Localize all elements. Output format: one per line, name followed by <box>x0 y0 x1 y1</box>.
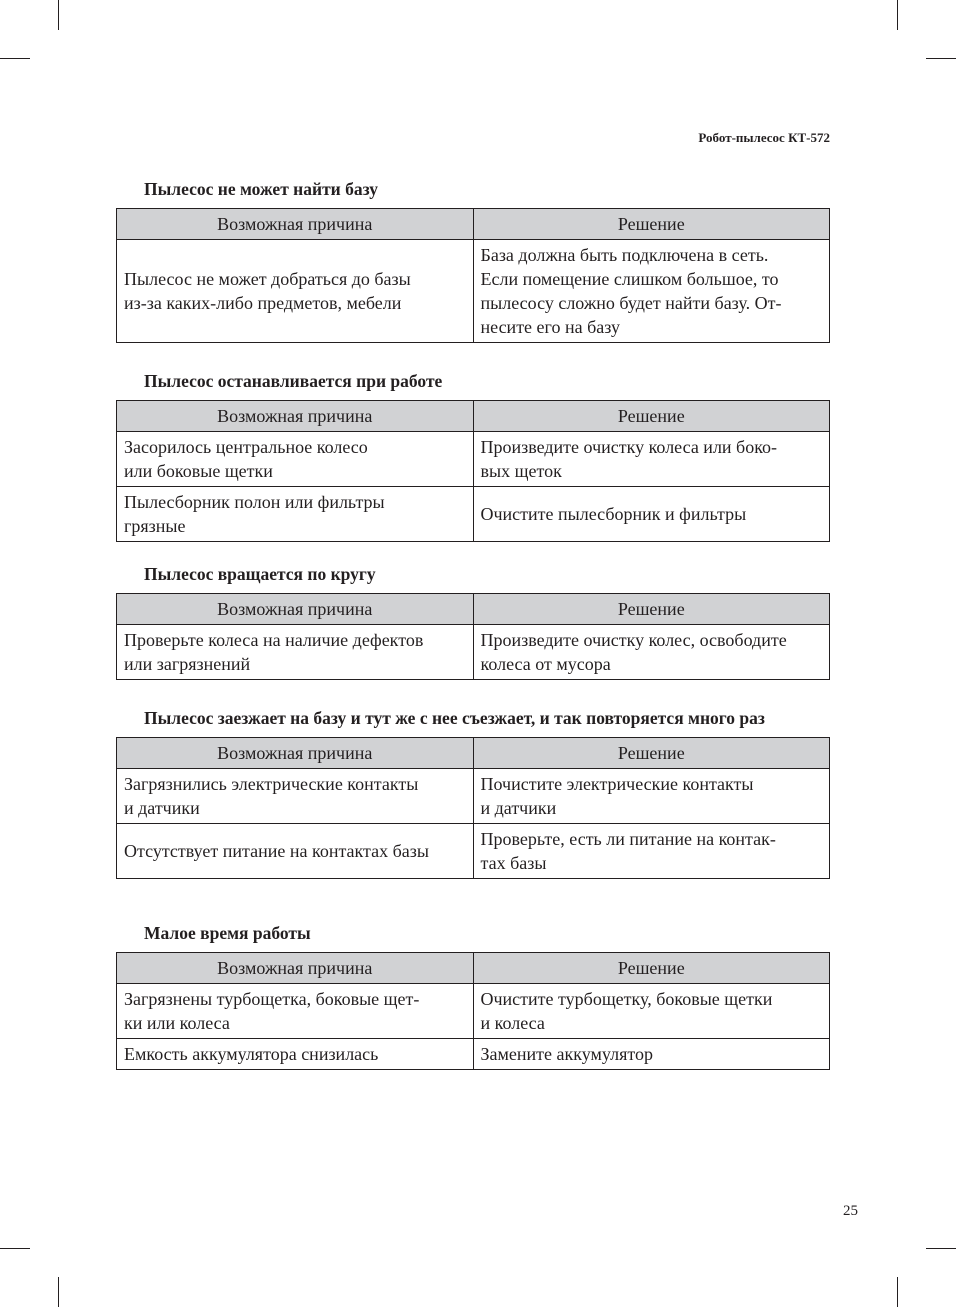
table-row <box>117 487 830 542</box>
troubleshooting-section <box>116 562 830 680</box>
crop-mark <box>897 0 898 30</box>
section-heading: Малое время работы <box>144 923 311 943</box>
troubleshooting-section <box>116 706 830 879</box>
troubleshooting-table <box>116 400 830 542</box>
column-header-cause: Возможная причина <box>117 401 474 432</box>
cause-text-line: и датчики <box>124 798 200 818</box>
solution-text-line: пылесосу сложно будет найти базу. От- <box>480 293 782 313</box>
troubleshooting-table <box>116 737 830 879</box>
crop-mark <box>926 1248 956 1249</box>
column-header-solution: Решение <box>473 738 830 769</box>
cause-text-line: Пылесборник полон или фильтры <box>124 492 385 512</box>
solution-text-line: Если помещение слишком большое, то <box>480 269 779 289</box>
solution-cell <box>473 824 830 879</box>
cause-text-line: Проверьте колеса на наличие дефектов <box>124 630 424 650</box>
solution-text-line: вых щеток <box>480 461 562 481</box>
crop-mark <box>926 58 956 59</box>
solution-cell <box>473 984 830 1039</box>
table-header-row <box>117 401 830 432</box>
table-header-row <box>117 953 830 984</box>
column-header-cause: Возможная причина <box>117 594 474 625</box>
solution-cell <box>473 432 830 487</box>
troubleshooting-section <box>116 177 830 343</box>
cause-text-line: ки или колеса <box>124 1013 230 1033</box>
table-header-row <box>117 738 830 769</box>
cause-text-line: Емкость аккумулятора снизилась <box>124 1044 379 1064</box>
running-header: Робот-пылесос КТ-572 <box>698 130 830 145</box>
table-row <box>117 824 830 879</box>
section-heading: Пылесос останавливается при работе <box>144 371 443 391</box>
crop-mark <box>58 0 59 30</box>
cause-cell <box>117 432 474 487</box>
solution-text-line: Почистите электрические контакты <box>480 774 754 794</box>
column-header-solution: Решение <box>473 401 830 432</box>
cause-cell <box>117 824 474 879</box>
column-header-solution: Решение <box>473 594 830 625</box>
page-number: 25 <box>843 1203 858 1219</box>
troubleshooting-section <box>116 369 830 542</box>
table-header-row <box>117 209 830 240</box>
cause-text-line: Засорилось центральное колесо <box>124 437 368 457</box>
solution-text-line: Произведите очистку колес, освободите <box>480 630 787 650</box>
cause-text-line: Отсутствует питание на контактах базы <box>124 841 429 861</box>
solution-text-line: и датчики <box>480 798 557 818</box>
table-row <box>117 769 830 824</box>
table-row <box>117 625 830 680</box>
table-row <box>117 240 830 343</box>
table-row <box>117 1039 830 1070</box>
solution-cell <box>473 1039 830 1070</box>
solution-cell <box>473 240 830 343</box>
cause-text-line: или боковые щетки <box>124 461 273 481</box>
section-heading: Пылесос вращается по кругу <box>144 564 376 584</box>
solution-text-line: и колеса <box>480 1013 545 1033</box>
crop-mark <box>0 58 30 59</box>
cause-cell <box>117 625 474 680</box>
solution-cell <box>473 625 830 680</box>
table-row <box>117 984 830 1039</box>
solution-text-line: несите его на базу <box>480 317 620 337</box>
column-header-cause: Возможная причина <box>117 953 474 984</box>
solution-cell <box>473 487 830 542</box>
cause-cell <box>117 1039 474 1070</box>
solution-text-line: Очистите турбощетку, боковые щетки <box>480 989 773 1009</box>
column-header-solution: Решение <box>473 953 830 984</box>
solution-text-line: колеса от мусора <box>480 654 611 674</box>
cause-text-line: грязные <box>124 516 186 536</box>
troubleshooting-section <box>116 921 830 1070</box>
solution-text-line: Замените аккумулятор <box>480 1044 653 1064</box>
solution-text-line: Проверьте, есть ли питание на контак- <box>480 829 776 849</box>
solution-text-line: тах базы <box>480 853 547 873</box>
troubleshooting-table <box>116 952 830 1070</box>
section-heading: Пылесос заезжает на базу и тут же с нее съезжает, и так повторяется много раз <box>144 708 765 728</box>
solution-cell <box>473 769 830 824</box>
solution-text-line: База должна быть подключена в сеть. <box>480 245 769 265</box>
cause-text-line: или загрязнений <box>124 654 251 674</box>
crop-mark <box>897 1277 898 1307</box>
cause-text-line: из-за каких-либо предметов, мебели <box>124 293 402 313</box>
cause-cell <box>117 240 474 343</box>
solution-text-line: Произведите очистку колеса или боко- <box>480 437 778 457</box>
table-header-row <box>117 594 830 625</box>
table-row <box>117 432 830 487</box>
cause-cell <box>117 487 474 542</box>
troubleshooting-table <box>116 593 830 680</box>
solution-text-line: Очистите пылесборник и фильтры <box>480 504 747 524</box>
troubleshooting-table <box>116 208 830 343</box>
cause-cell <box>117 984 474 1039</box>
crop-mark <box>58 1277 59 1307</box>
section-heading: Пылесос не может найти базу <box>144 179 379 199</box>
column-header-solution: Решение <box>473 209 830 240</box>
cause-cell <box>117 769 474 824</box>
cause-text-line: Загрязнены турбощетка, боковые щет- <box>124 989 420 1009</box>
cause-text-line: Пылесос не может добраться до базы <box>124 269 411 289</box>
column-header-cause: Возможная причина <box>117 738 474 769</box>
crop-mark <box>0 1248 30 1249</box>
cause-text-line: Загрязнились электрические контакты <box>124 774 419 794</box>
column-header-cause: Возможная причина <box>117 209 474 240</box>
